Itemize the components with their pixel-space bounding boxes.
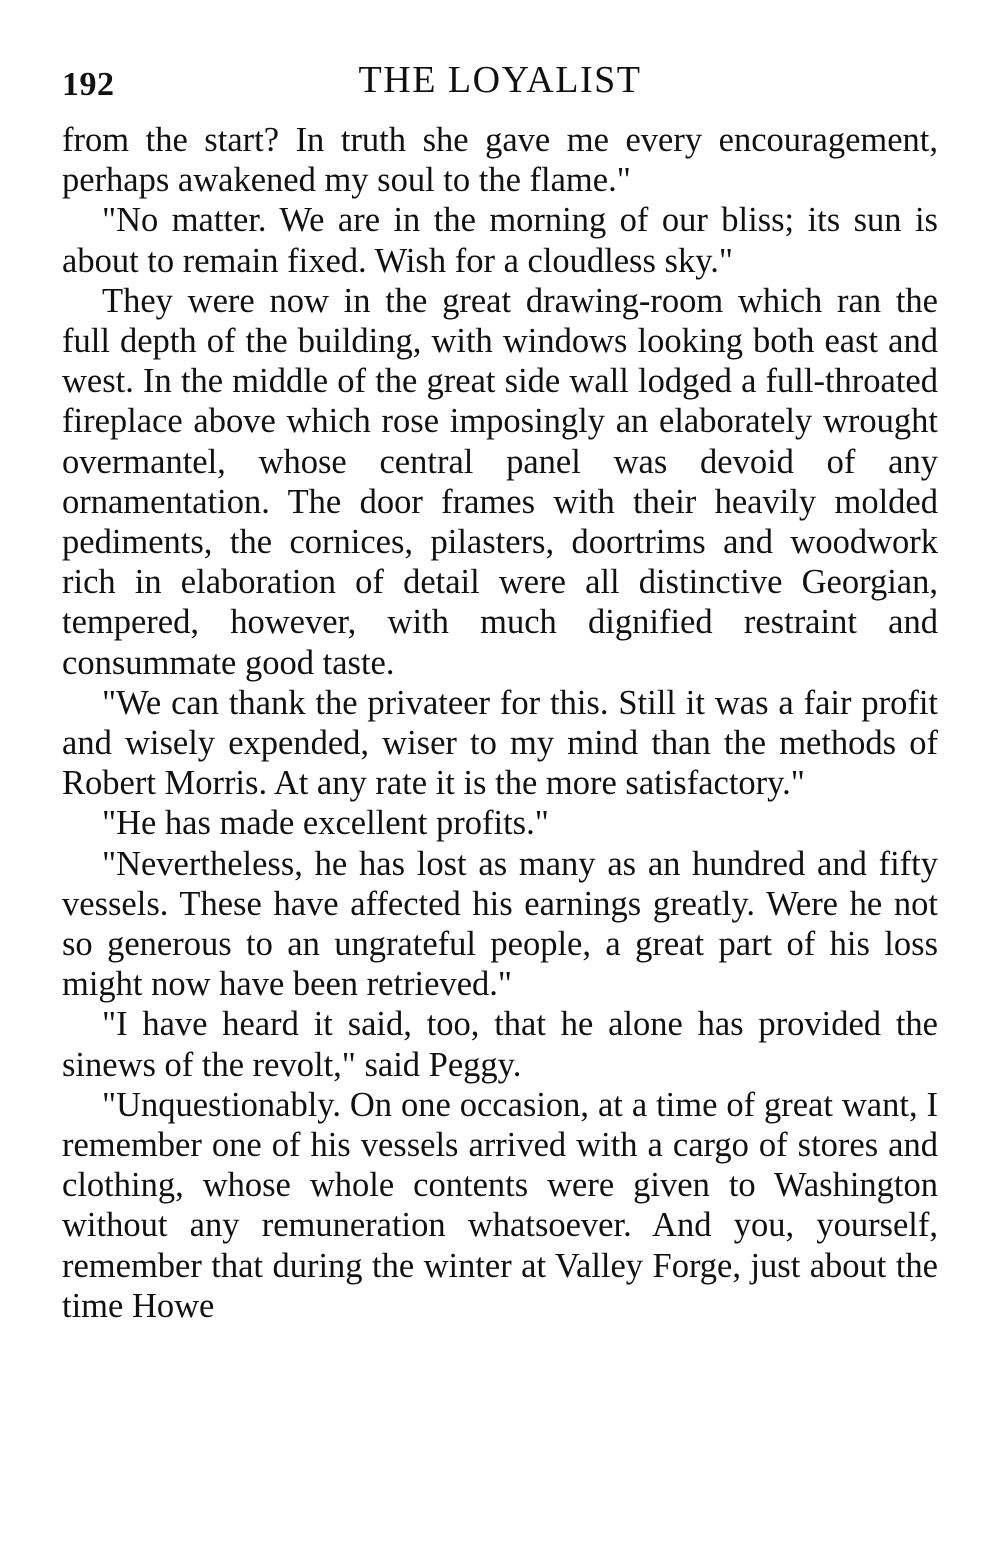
paragraph: "We can thank the privateer for this. Still it was a fair profit and wisely expended, wiser to my mind than the methods of Robert Morris. At any rate it is the more satisfactory." [62, 683, 938, 803]
paragraph: "I have heard it said, too, that he alone has provided the sinews of the revolt," said Peggy. [62, 1005, 938, 1084]
paragraph: "No matter. We are in the morning of our bliss; its sun is about to remain fixed. Wish for a cloudless sky." [62, 201, 938, 280]
paragraph: They were now in the great drawing-room which ran the full depth of the building, with windows looking both east and west. In the middle of the great side wall lodged a full-throated fireplace above which rose imposingly an elaborately wrought overmantel, whose central panel was devoid of any ornamentation. The door frames with their heavily molded pediments, the cornices, pilasters, doortrims and woodwork rich in elaboration of detail were all distinctive Georgian, tempered, however, with much dignified restraint and consummate good taste. [62, 281, 938, 682]
paragraph-continued: from the start? In truth she gave me every encouragement, perhaps awakened my soul to the flame." [62, 121, 938, 200]
paragraph: "Nevertheless, he has lost as many as an hundred and fifty vessels. These have affected his earnings greatly. Were he not so generous to an ungrateful people, a great part of his loss might now have been retrieved." [62, 844, 938, 1004]
running-title: THE LOYALIST [358, 59, 642, 101]
page-number: 192 [62, 66, 115, 103]
body-text [62, 120, 938, 1326]
page-header [62, 58, 938, 110]
paragraph: "Unquestionably. On one occasion, at a time of great want, I remember one of his vessels arrived with a cargo of stores and clothing, whose whole contents were given to Washington without any remuneration whatsoever. And you, yourself, remember that during the winter at Valley Forge, just about the time Howe [62, 1085, 938, 1325]
paragraph: "He has made excellent profits." [102, 804, 549, 843]
book-page [62, 58, 938, 1326]
